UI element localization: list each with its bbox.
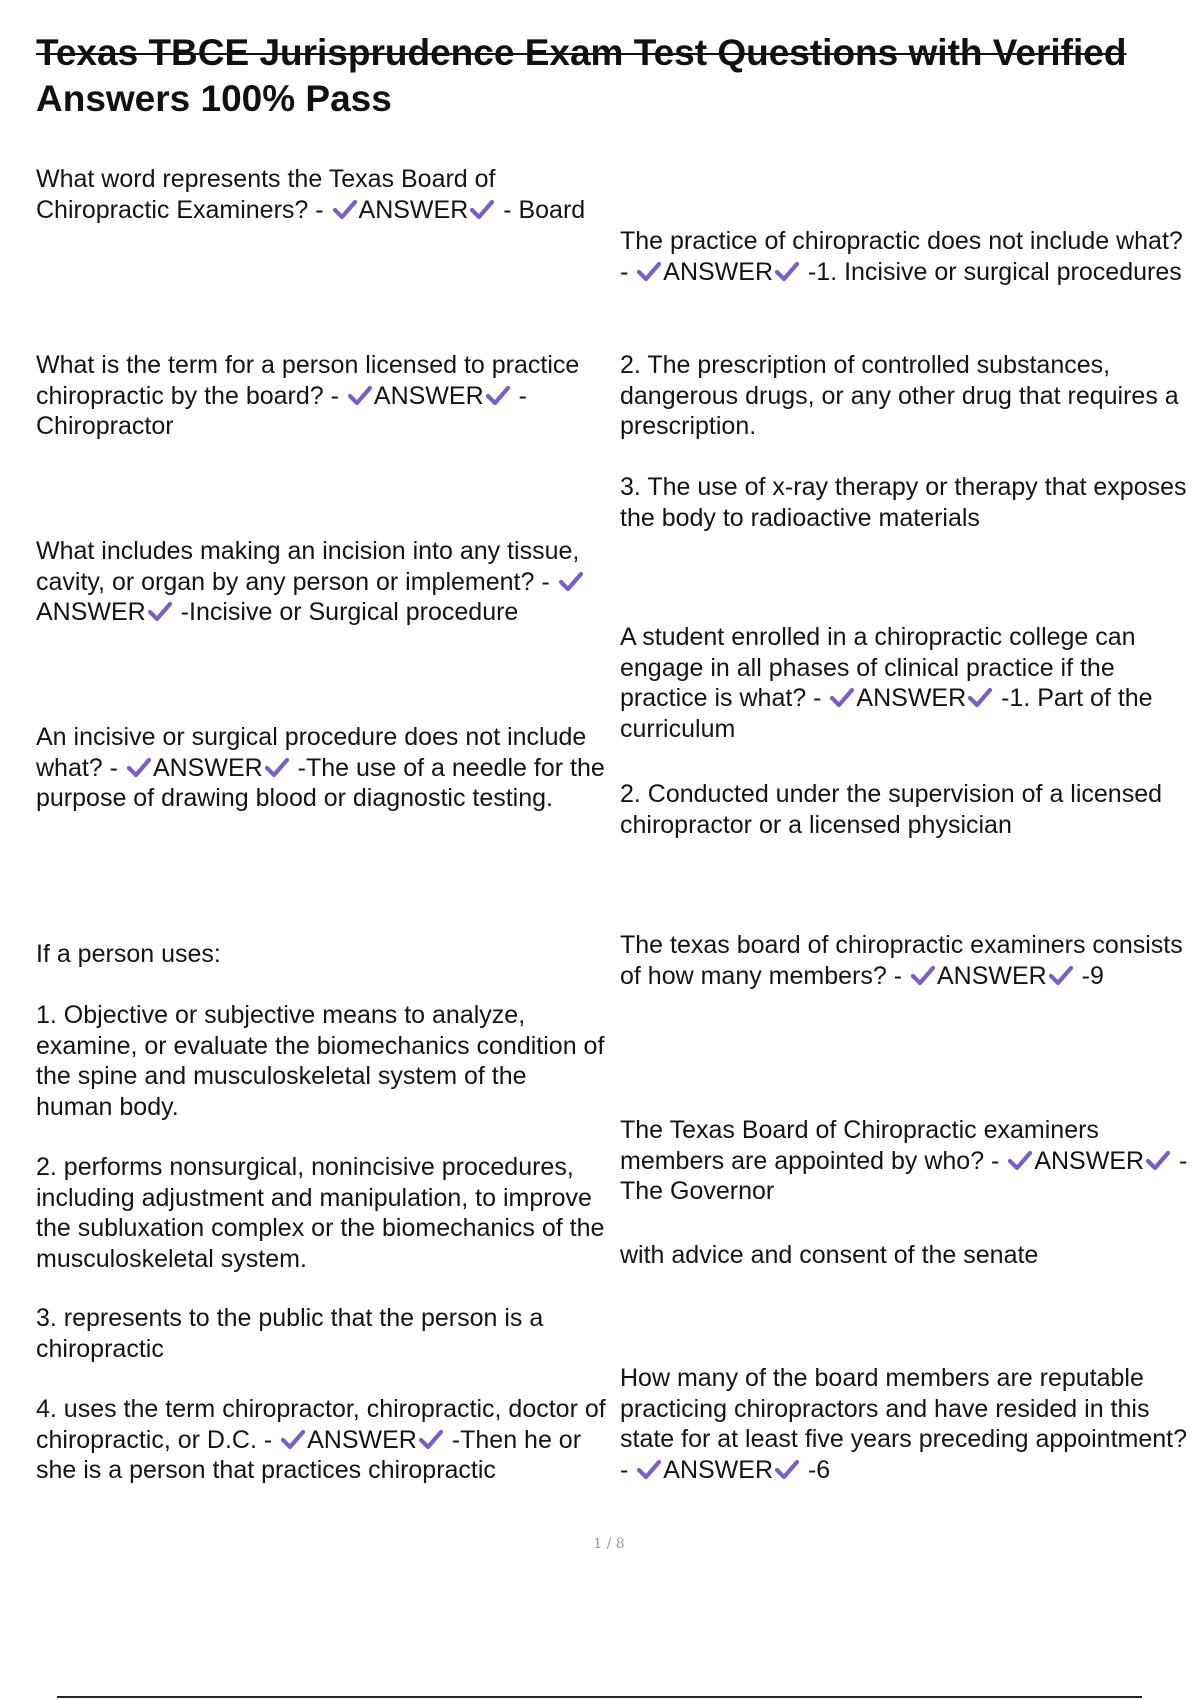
- document-title: [36, 30, 1176, 122]
- checkmark-icon: [910, 964, 936, 986]
- answer-label: ANSWER: [373, 381, 484, 410]
- checkmark-icon: [829, 686, 855, 708]
- left-question-3: [36, 536, 606, 628]
- right-question-4: [620, 1115, 1192, 1207]
- checkmark-icon: [1007, 1149, 1033, 1171]
- checkmark-icon: [347, 384, 373, 406]
- checkmark-icon: [774, 1458, 800, 1480]
- answer-text: -1. Part of the curriculum: [620, 684, 1153, 743]
- right-question-1-item-3: 3. The use of x-ray therapy or therapy that exposes the body to radioactive materials: [620, 473, 1187, 532]
- checkmark-icon: [774, 260, 800, 282]
- checkmark-icon: [967, 686, 993, 708]
- answer-label: ANSWER: [937, 961, 1047, 990]
- question-text: What is the term for a person licensed to practice chiropractic by the board? -: [36, 351, 580, 410]
- title-line-struck: Texas TBCE Jurisprudence Exam Test Questions with Verified: [36, 32, 1127, 73]
- answer-label: ANSWER: [856, 684, 967, 712]
- title-line-rest: Answers 100% Pass: [36, 78, 392, 119]
- right-question-2-item-2: 2. Conducted under the supervision of a licensed chiropractor or a licensed physician: [620, 780, 1163, 839]
- question-text: A student enrolled in a chiropractic college can engage in all phases of clinical practice if the practice is what? -: [620, 623, 1136, 712]
- answer-label: ANSWER: [663, 257, 774, 286]
- checkmark-icon: [558, 570, 584, 592]
- left-question-5-item-4: [36, 1394, 606, 1486]
- left-question-2: [36, 350, 606, 442]
- answer-text: -1. Incisive or surgical procedures: [801, 257, 1182, 286]
- checkmark-icon: [1048, 964, 1074, 986]
- question-text: How many of the board members are reputable practicing chiropractors and have resided in this state for at least five years preceding appointment? -: [620, 1364, 1187, 1484]
- left-question-5-item-2: 2. performs nonsurgical, nonincisive procedures, including adjustment and manipulation, to improve the subluxation complex or the biomechanics of the musculoskeletal system.: [36, 1153, 605, 1273]
- checkmark-icon: [147, 600, 173, 622]
- right-question-2: [620, 622, 1192, 744]
- question-text: 4. uses the term chiropractor, chiropractic, doctor of chiropractic, or D.C. -: [36, 1395, 606, 1454]
- page-bottom-rule: [57, 1696, 1142, 1698]
- question-text: The practice of chiropractic does not include what? -: [620, 227, 1183, 286]
- checkmark-icon: [636, 260, 662, 282]
- right-question-3: [620, 930, 1192, 991]
- checkmark-icon: [264, 756, 290, 778]
- checkmark-icon: [126, 756, 152, 778]
- left-question-4: [36, 722, 606, 814]
- answer-text: -The Governor: [620, 1146, 1188, 1205]
- right-question-1: [620, 226, 1192, 287]
- question-text: What includes making an incision into any tissue, cavity, or organ by any person or implement? -: [36, 537, 580, 596]
- checkmark-icon: [280, 1428, 306, 1450]
- page-indicator: 1 / 8: [593, 1536, 625, 1552]
- left-question-5-item-1: 1. Objective or subjective means to analyze, examine, or evaluate the biomechanics condition of the spine and musculoskeletal system of the human body.: [36, 1001, 605, 1121]
- question-text: What word represents the Texas Board of Chiropractic Examiners? -: [36, 165, 496, 224]
- question-text: The Texas Board of Chiropractic examiners members are appointed by who? -: [620, 1116, 1099, 1175]
- right-question-5: [620, 1363, 1192, 1485]
- question-text: The texas board of chiropractic examiners consists of how many members? -: [620, 931, 1183, 990]
- answer-label: ANSWER: [358, 195, 469, 224]
- question-text: An incisive or surgical procedure does not include what? -: [36, 723, 587, 782]
- answer-label: ANSWER: [663, 1455, 774, 1484]
- checkmark-icon: [485, 384, 511, 406]
- answer-text: - Chiropractor: [36, 381, 527, 440]
- checkmark-icon: [636, 1458, 662, 1480]
- answer-label: ANSWER: [36, 598, 146, 626]
- answer-text: - Board: [496, 195, 586, 224]
- checkmark-icon: [418, 1428, 444, 1450]
- answer-label: ANSWER: [307, 1425, 417, 1454]
- answer-text: -Then he or she is a person that practices chiropractic: [36, 1425, 582, 1484]
- answer-label: ANSWER: [1034, 1146, 1145, 1175]
- left-question-5-item-3: 3. represents to the public that the person is a chiropractic: [36, 1304, 544, 1363]
- answer-text: -Incisive or Surgical procedure: [173, 598, 519, 626]
- answer-text: -6: [801, 1455, 831, 1484]
- answer-label: ANSWER: [152, 753, 263, 782]
- left-question-5-intro: If a person uses:: [36, 940, 221, 968]
- answer-text: -The use of a needle for the purpose of drawing blood or diagnostic testing.: [36, 753, 605, 812]
- answer-text: -9: [1074, 961, 1104, 990]
- checkmark-icon: [469, 198, 495, 220]
- right-question-1-item-2: 2. The prescription of controlled substances, dangerous drugs, or any other drug that requires a prescription.: [620, 351, 1179, 440]
- checkmark-icon: [332, 198, 358, 220]
- left-question-1: [36, 164, 606, 225]
- right-question-4-item-2: with advice and consent of the senate: [620, 1241, 1039, 1269]
- checkmark-icon: [1145, 1149, 1171, 1171]
